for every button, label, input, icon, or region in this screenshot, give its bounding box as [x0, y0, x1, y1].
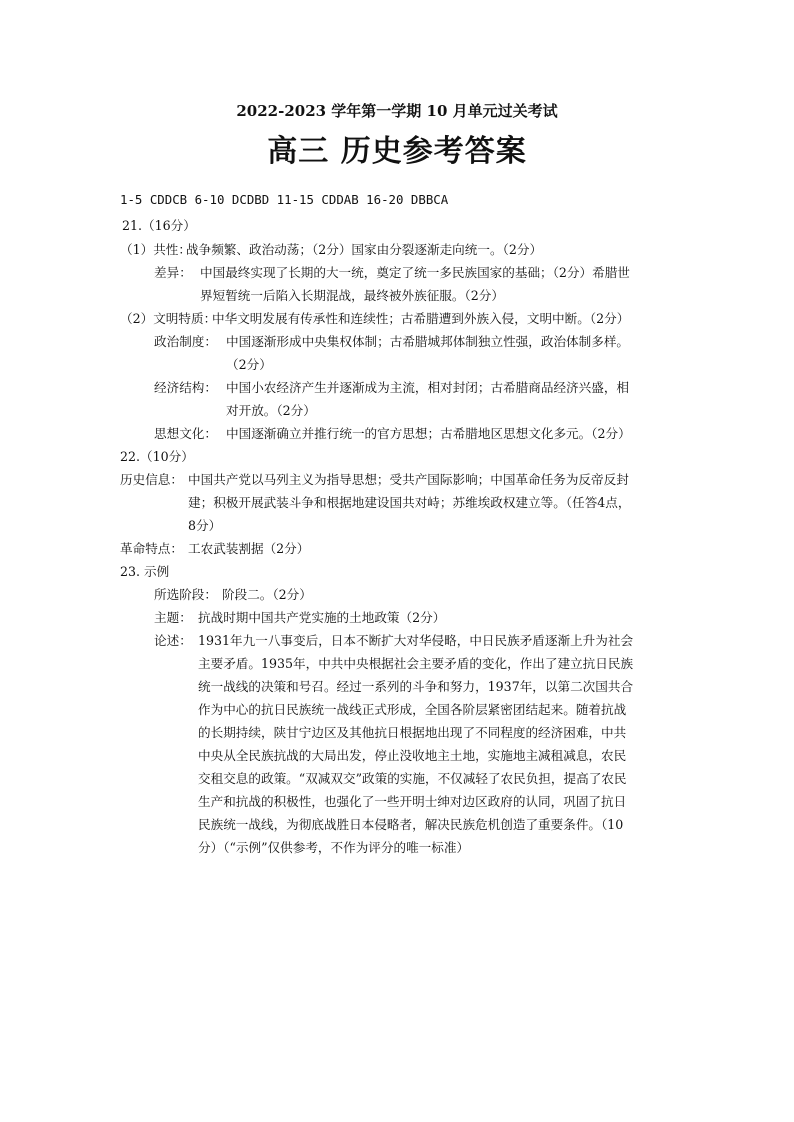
q21-politics-line-1: 中国逐渐形成中央集权体制；古希腊城邦体制独立性强，政治体制多样。 — [226, 334, 629, 349]
q23-essay-line: 主要矛盾。1935年，中共中央根据社会主要矛盾的变化，作出了建立抗日民族 — [198, 656, 634, 671]
q22-feature-text: 工农武装割据（2分） — [188, 541, 310, 556]
q21-politics-line-2: （2分） — [226, 357, 272, 372]
q23-number: 23. 示例 — [120, 564, 170, 579]
q21-part2-text: 中华文明发展有传承性和连续性；古希腊遭到外族入侵，文明中断。（2分） — [212, 311, 630, 326]
q23-essay-line: 1931年九一八事变后，日本不断扩大对华侵略，中日民族矛盾逐渐上升为社会 — [198, 633, 634, 648]
q22-info-line-3: 8分） — [188, 518, 222, 533]
q21-part2-label: （2）文明特质： — [120, 311, 217, 326]
q21-economy-line-1: 中国小农经济产生并逐渐成为主流，相对封闭；古希腊商品经济兴盛，相 — [226, 380, 629, 395]
exam-header: 2022-2023 学年第一学期 10 月单元过关考试 — [236, 102, 558, 120]
q21-difference-line-2: 界短暂统一后陷入长期混战，最终被外族征服。（2分） — [200, 288, 504, 303]
page-title: 高三 历史参考答案 — [267, 134, 527, 169]
q22-feature-label: 革命特点： — [120, 541, 183, 556]
q21-part1-text: 战争频繁、政治动荡；（2分）国家由分裂逐渐走向统一。（2分） — [186, 242, 543, 257]
q23-essay-line: 作为中心的抗日民族统一战线正式形成，全国各阶层紧密团结起来。随着抗战 — [198, 702, 627, 717]
q23-essay-line: 统一战线的决策和号召。经过一系列的斗争和努力，1937年，以第二次国共合 — [198, 679, 634, 694]
q21-thought-text: 中国逐渐确立并推行统一的官方思想；古希腊地区思想文化多元。（2分） — [226, 426, 631, 441]
q21-economy-label: 经济结构： — [154, 380, 217, 395]
q23-stage-label: 所选阶段： — [154, 587, 217, 602]
q22-number: 22.（10分） — [120, 449, 194, 464]
q21-economy-line-2: 对开放。（2分） — [226, 403, 316, 418]
q23-essay-line: 分）（“示例”仅供参考，不作为评分的唯一标准） — [198, 840, 470, 855]
q23-stage-text: 阶段二。（2分） — [222, 587, 312, 602]
q21-part1-label: （1）共性： — [120, 242, 191, 257]
q21-difference-label: 差异： — [154, 265, 192, 280]
q21-number: 21.（16分） — [122, 218, 196, 233]
q22-info-line-1: 中国共产党以马列主义为指导思想；受共产国际影响；中国革命任务为反帝反封 — [188, 472, 629, 487]
q23-essay-line: 中央从全民族抗战的大局出发，停止没收地主土地，实施地主减租减息，农民 — [198, 748, 627, 763]
q23-essay-label: 论述： — [154, 633, 192, 648]
q23-theme-text: 抗战时期中国共产党实施的土地政策（2分） — [198, 610, 446, 625]
q21-difference-line-1: 中国最终实现了长期的大一统，奠定了统一多民族国家的基础；（2分）希腊世 — [200, 265, 630, 280]
q23-essay-line: 的长期持续，陕甘宁边区及其他抗日根据地出现了不同程度的经济困难，中共 — [198, 725, 627, 740]
q22-info-label: 历史信息： — [120, 472, 183, 487]
q23-essay-line: 生产和抗战的积极性，也强化了一些开明士绅对边区政府的认同，巩固了抗日 — [198, 794, 627, 809]
q23-theme-label: 主题： — [154, 610, 192, 625]
q23-essay-line: 民族统一战线，为彻底战胜日本侵略者，解决民族危机创造了重要条件。（10 — [198, 817, 624, 832]
q21-politics-label: 政治制度： — [154, 334, 217, 349]
answer-key-line: 1-5 CDDCB 6-10 DCDBD 11-15 CDDAB 16-20 DBBCA — [120, 192, 449, 207]
q21-thought-label: 思想文化： — [154, 426, 217, 441]
q22-info-line-2: 建；积极开展武装斗争和根据地建设国共对峙；苏维埃政权建立等。（任答4点， — [188, 495, 631, 510]
q23-essay-line: 交租交息的政策。“双减双交”政策的实施，不仅减轻了农民负担，提高了农民 — [198, 771, 627, 786]
